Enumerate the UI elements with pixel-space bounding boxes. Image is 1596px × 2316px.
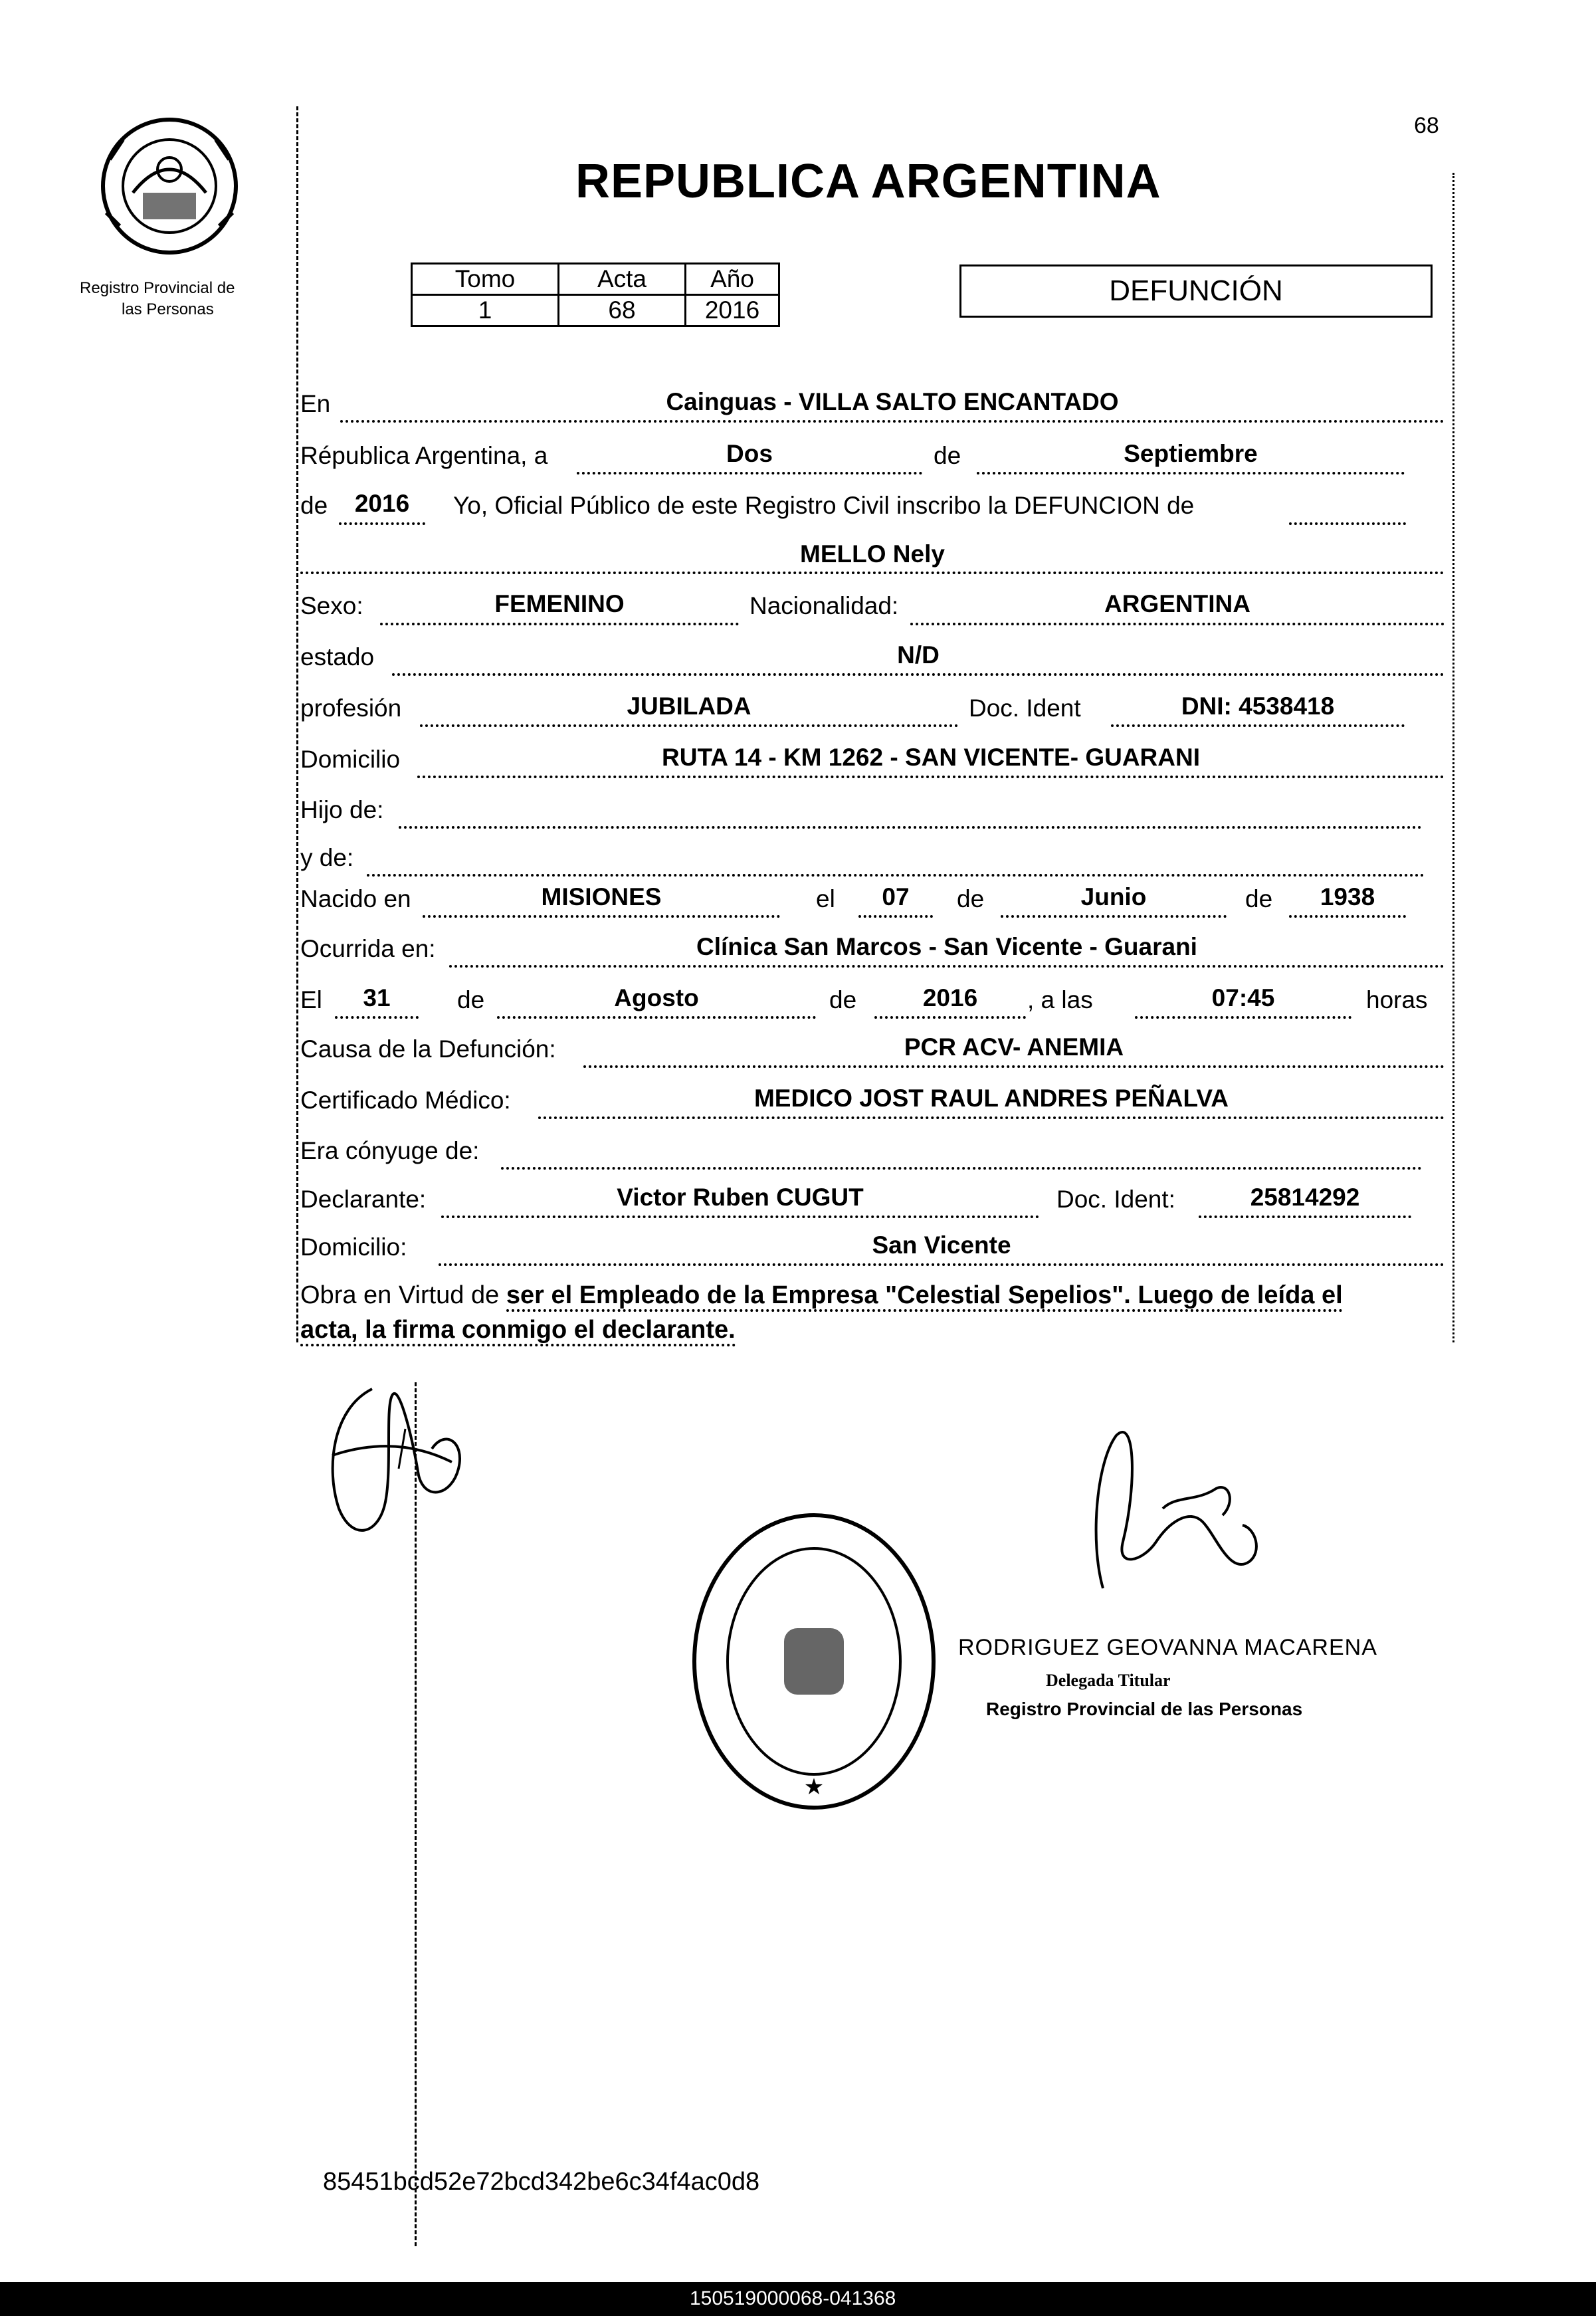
declarante-doc-line bbox=[1199, 1215, 1411, 1218]
nacido-label: Nacido en bbox=[300, 885, 411, 912]
footer-bar bbox=[0, 2282, 1596, 2316]
nacido-year: 1938 bbox=[1320, 883, 1375, 910]
nacido-place-line bbox=[423, 915, 780, 918]
certificado-label: Certificado Médico: bbox=[300, 1087, 511, 1114]
nacionalidad-value: ARGENTINA bbox=[1104, 590, 1250, 617]
year-value: 2016 bbox=[354, 490, 410, 517]
fecha-month-line bbox=[497, 1016, 816, 1019]
nacido-day: 07 bbox=[882, 883, 910, 910]
republica-day-line bbox=[577, 472, 922, 474]
obra-line2-bold: acta, la firma conmigo el declarante. bbox=[300, 1316, 736, 1346]
fecha-horas-label: horas bbox=[1366, 986, 1428, 1013]
nacido-place: MISIONES bbox=[541, 883, 662, 910]
nacido-month: Junio bbox=[1080, 883, 1147, 910]
doc-type-label: DEFUNCIÓN bbox=[1109, 274, 1283, 307]
domicilio-line bbox=[417, 776, 1445, 778]
nacionalidad-line bbox=[910, 623, 1445, 625]
table-header-tomo: Tomo bbox=[412, 264, 559, 295]
document-hash: 85451bcd52e72bcd342be6c34f4ac0d8 bbox=[323, 2168, 760, 2196]
nacido-year-line bbox=[1289, 915, 1406, 918]
en-line bbox=[340, 420, 1445, 423]
nacido-month-line bbox=[1001, 915, 1227, 918]
conyuge-label: Era cónyuge de: bbox=[300, 1137, 480, 1164]
table-header-acta: Acta bbox=[559, 264, 686, 295]
official-office: Registro Provincial de las Personas bbox=[986, 1699, 1303, 1719]
fecha-time: 07:45 bbox=[1211, 984, 1275, 1011]
registry-name-line2: las Personas bbox=[122, 300, 214, 318]
fecha-day: 31 bbox=[363, 984, 391, 1011]
hijo-de-line bbox=[399, 826, 1422, 829]
y-de-line bbox=[367, 874, 1425, 877]
republica-day: Dos bbox=[726, 440, 773, 467]
causa-label: Causa de la Defunción: bbox=[300, 1035, 556, 1063]
causa-value: PCR ACV- ANEMIA bbox=[904, 1033, 1124, 1061]
hijo-de-label: Hijo de: bbox=[300, 796, 384, 823]
ocurrida-label: Ocurrida en: bbox=[300, 935, 436, 962]
table-value-tomo: 1 bbox=[412, 295, 559, 326]
nacido-de1-label: de bbox=[957, 885, 985, 912]
domicilio2-label: Domicilio: bbox=[300, 1233, 407, 1261]
en-label: En bbox=[300, 390, 331, 417]
fecha-el-label: El bbox=[300, 986, 322, 1013]
fecha-year: 2016 bbox=[922, 984, 978, 1011]
official-role: Delegada Titular bbox=[1046, 1671, 1171, 1690]
republica-label: Républica Argentina, a bbox=[300, 442, 548, 469]
declarante-doc-value: 25814292 bbox=[1250, 1184, 1360, 1211]
domicilio2-line bbox=[439, 1263, 1445, 1266]
table-value-anio: 2016 bbox=[686, 295, 779, 326]
en-value: Cainguas - VILLA SALTO ENCANTADO bbox=[666, 388, 1119, 415]
republica-month-line bbox=[977, 472, 1405, 474]
registry-name-line1: Registro Provincial de bbox=[80, 279, 235, 297]
sexo-line bbox=[380, 623, 739, 625]
fecha-month: Agosto bbox=[614, 984, 699, 1011]
domicilio2-value: San Vicente bbox=[872, 1231, 1011, 1259]
republica-month: Septiembre bbox=[1124, 440, 1258, 467]
sexo-label: Sexo: bbox=[300, 592, 363, 619]
estado-label: estado bbox=[300, 643, 375, 671]
deceased-name: MELLO Nely bbox=[800, 540, 945, 568]
certificado-line bbox=[538, 1116, 1445, 1119]
obra-line2 bbox=[300, 1316, 736, 1344]
profesion-value: JUBILADA bbox=[627, 692, 751, 720]
fecha-de1-label: de bbox=[457, 986, 485, 1013]
republica-de-label: de bbox=[934, 442, 961, 469]
official-name: RODRIGUEZ GEOVANNA MACARENA bbox=[958, 1635, 1377, 1660]
official-seal bbox=[684, 1509, 944, 1814]
declarant-signature bbox=[319, 1369, 478, 1555]
year-trail-line bbox=[1289, 522, 1406, 525]
page-number: 68 bbox=[1414, 113, 1439, 138]
profesion-line bbox=[420, 724, 958, 727]
profesion-label: profesión bbox=[300, 694, 402, 722]
official-signature bbox=[1063, 1409, 1276, 1608]
domicilio-label: Domicilio bbox=[300, 746, 401, 773]
nacido-el-label: el bbox=[816, 885, 835, 912]
declarante-line bbox=[441, 1215, 1039, 1218]
registry-table bbox=[411, 263, 780, 327]
page-title: REPUBLICA ARGENTINA bbox=[575, 155, 1161, 208]
year-de-label: de bbox=[300, 492, 328, 519]
conyuge-line bbox=[501, 1167, 1422, 1170]
sexo-value: FEMENINO bbox=[494, 590, 625, 617]
estado-value: N/D bbox=[897, 641, 940, 669]
barcode-text: 150519000068-041368 bbox=[690, 2287, 896, 2309]
obra-prefix: Obra en Virtud de bbox=[300, 1281, 500, 1309]
name-line bbox=[300, 572, 1445, 574]
fecha-time-line bbox=[1135, 1016, 1351, 1019]
profesion-doc-value: DNI: 4538418 bbox=[1181, 692, 1335, 720]
causa-line bbox=[583, 1065, 1445, 1068]
svg-text:★: ★ bbox=[803, 1774, 825, 1800]
left-margin-mark bbox=[296, 106, 298, 1342]
year-line bbox=[339, 522, 425, 525]
fecha-alas-label: , a las bbox=[1027, 986, 1093, 1013]
fecha-year-line bbox=[874, 1016, 1026, 1019]
fecha-de2-label: de bbox=[829, 986, 857, 1013]
fecha-day-line bbox=[335, 1016, 419, 1019]
ocurrida-value: Clínica San Marcos - San Vicente - Guarani bbox=[696, 933, 1197, 960]
certificado-value: MEDICO JOST RAUL ANDRES PEÑALVA bbox=[753, 1085, 1229, 1112]
declarante-value: Victor Ruben CUGUT bbox=[617, 1184, 864, 1211]
year-text: Yo, Oficial Público de este Registro Civil inscribo la DEFUNCION de bbox=[453, 492, 1195, 519]
province-emblem bbox=[93, 113, 246, 259]
obra-line1 bbox=[300, 1281, 1343, 1310]
ocurrida-line bbox=[449, 965, 1445, 968]
estado-line bbox=[392, 673, 1445, 676]
declarante-doc-label: Doc. Ident: bbox=[1056, 1186, 1175, 1213]
domicilio-value: RUTA 14 - KM 1262 - SAN VICENTE- GUARANI bbox=[662, 744, 1200, 771]
y-de-label: y de: bbox=[300, 844, 354, 871]
nacionalidad-label: Nacionalidad: bbox=[749, 592, 899, 619]
profesion-doc-label: Doc. Ident bbox=[969, 694, 1081, 722]
obra-line1-bold: ser el Empleado de la Empresa "Celestial Sepelios". Luego de leída el bbox=[506, 1281, 1343, 1312]
doc-type-box bbox=[959, 264, 1433, 318]
nacido-day-line bbox=[858, 915, 933, 918]
nacido-de2-label: de bbox=[1245, 885, 1273, 912]
profesion-doc-line bbox=[1111, 724, 1405, 727]
table-value-acta: 68 bbox=[559, 295, 686, 326]
declarante-label: Declarante: bbox=[300, 1186, 427, 1213]
table-header-anio: Año bbox=[686, 264, 779, 295]
right-margin-mark bbox=[1452, 173, 1454, 1342]
